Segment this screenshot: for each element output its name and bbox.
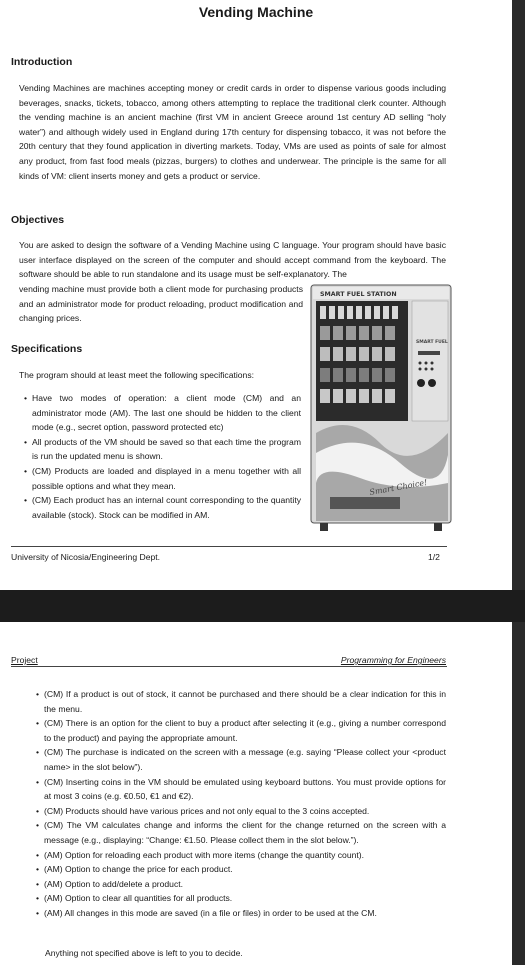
requirement-item: • (AM) Option to clear all quantities for all products.: [31, 891, 446, 906]
header-rule: [11, 666, 447, 667]
requirement-item: • (AM) All changes in this mode are saved (in a file or files) in order to be used at the CM.: [31, 906, 446, 921]
objectives-text-continued: vending machine must provide both a client mode for purchasing products and an administrator mode for product reloading, product modification and changing prices.: [19, 284, 303, 324]
requirement-item: • (CM) The VM calculates change and informs the client for the change returned on the screen with a message (e.g., displaying: “Change: €1.50. Please collect them in the slot below.”).: [31, 818, 446, 847]
document-title: Vending Machine: [198, 4, 314, 20]
introduction-text: Vending Machines are machines accepting money or credit cards in order to dispense various goods including beverages, snacks, tickets, tobacco, among others attempting to replace the traditional clerk counter. Although the vending machine is an ancient machine (first VM in ancient Greece around 1st century AD selling “holy water”) and although widely used in England during 17th century for dispensing tobacco, it was not before the 20th century that they found application in diverting markets. Today, VMs are used as points of sale for almost any product, from fast food meals (pizzas, burgers) to clothes and underwear. The principle is the same for all kinds of VM: client inserts money and gets a product or service.: [19, 83, 446, 181]
spec-item: • (CM) Products are loaded and displayed in a menu together with all possible options and what they mean.: [19, 464, 301, 493]
objectives-heading: Objectives: [11, 214, 65, 226]
specifications-intro: The program should at least meet the following specifications:: [19, 370, 255, 380]
requirement-item: • (CM) Products should have various prices and not only equal to the 3 coins accepted.: [31, 804, 446, 819]
vending-machine-image: [310, 283, 452, 533]
spec-item: • (CM) Each product has an internal count corresponding to the quantity available (stock). Stock can be modified in AM.: [19, 493, 301, 522]
page-number: 1/2: [428, 552, 440, 562]
specifications-heading: Specifications: [11, 343, 83, 355]
closing-note: Anything not specified above is left to you to decide.: [45, 948, 243, 958]
specifications-list: [19, 391, 301, 522]
viewer-edge: [512, 0, 525, 965]
vm-script-text: Smart Choice!: [368, 477, 428, 497]
requirement-item: • (CM) Inserting coins in the VM should be emulated using keyboard buttons. You must provide options for at most 3 coins (e.g. €0.50, €1 and €2).: [31, 775, 446, 804]
vm-brand-text: SMART FUEL STATION: [320, 291, 397, 298]
spec-item: • Have two modes of operation: a client mode (CM) and an administrator mode (AM). The last one should be hidden to the client mode (e.g., secret option, password protected etc): [19, 391, 301, 435]
requirement-item: • (CM) If a product is out of stock, it cannot be purchased and there should be a clear indication for this in the menu.: [31, 687, 446, 716]
objectives-text: You are asked to design the software of a Vending Machine using C language. Your program should have basic user interface displayed on the screen of the computer and should accept command from the keyboard. The software should be able to run standalone and its usage must be self-explanatory. The: [19, 240, 446, 280]
spec-item: • All products of the VM should be saved so that each time the program is run the updated menu is shown.: [19, 435, 301, 464]
requirement-item: • (AM) Option for reloading each product with more items (change the quantity count).: [31, 848, 446, 863]
vm-side-text: SMART FUEL: [416, 340, 448, 345]
introduction-heading: Introduction: [11, 56, 73, 68]
header-left: Project: [11, 655, 38, 665]
requirements-list: [31, 687, 446, 921]
footer-rule: [11, 546, 447, 547]
footer-left: University of Nicosia/Engineering Dept.: [11, 552, 161, 562]
requirement-item: • (CM) There is an option for the client to buy a product after selecting it (e.g., giving a number correspond to the product) and paying the appropriate amount.: [31, 716, 446, 745]
requirement-item: • (CM) The purchase is indicated on the screen with a message (e.g. saying “Please collect your <product name> in the slot below”).: [31, 745, 446, 774]
page-2: [0, 622, 512, 965]
requirement-item: • (AM) Option to change the price for each product.: [31, 862, 446, 877]
requirement-item: • (AM) Option to add/delete a product.: [31, 877, 446, 892]
page-gap: [0, 590, 525, 622]
header-right: Programming for Engineers: [340, 655, 446, 665]
